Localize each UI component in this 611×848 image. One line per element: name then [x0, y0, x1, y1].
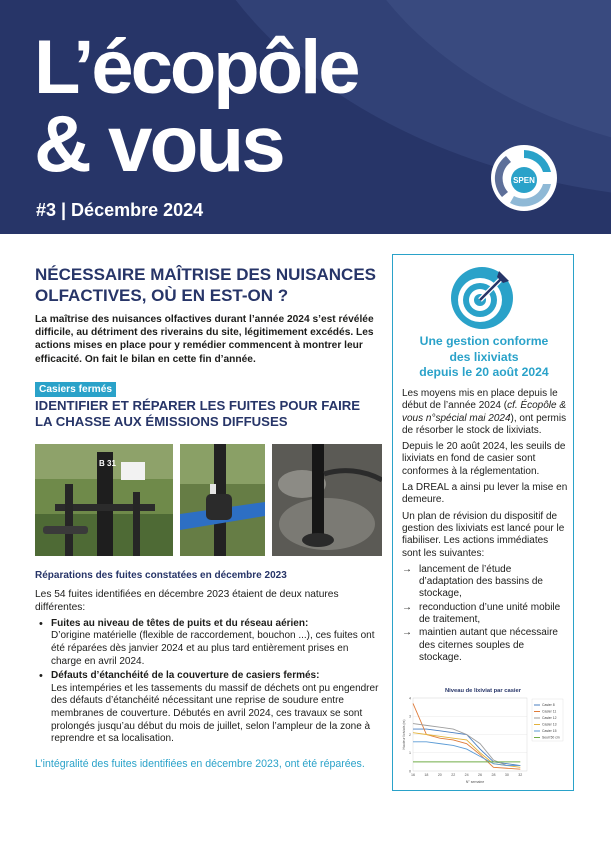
chart-x-tick: 24 [464, 773, 469, 777]
section-tag: Casiers fermés [35, 382, 116, 397]
article-lead: La maîtrise des nuisances olfactives durant l’année 2024 s’est révélée difficile, au détriment des riverains du site, légitimement excédés. Les actions mises en place pour y remédier commencent à montrer leur efficacité. On fait le bilan en cette fin d’année. [35, 314, 374, 365]
chart-legend-label: Casier 13 [542, 722, 557, 727]
list-item [51, 670, 380, 746]
chart-y-tick: 4 [409, 696, 411, 701]
section-title [35, 398, 380, 430]
sidebar-paragraph-1 [402, 388, 568, 437]
chart-x-tick: 30 [504, 773, 509, 777]
sidebar-body [402, 388, 568, 665]
sidebar-title-line2: des lixiviats [449, 349, 519, 364]
leachate-chart [401, 685, 565, 785]
masthead [0, 0, 611, 234]
section-title-line1: IDENTIFIER ET RÉPARER LES FUITES POUR FAIRE [35, 397, 361, 413]
repairs-title: Réparations des fuites constatées en décembre 2023 [35, 569, 287, 581]
chart-legend [532, 699, 563, 741]
list-item: → reconduction d’une unité mobile de traitement, [402, 602, 568, 627]
chart-legend-label: Casier 15 [542, 729, 557, 734]
repairs-list [35, 618, 380, 746]
list-item-title: • Fuites au niveau de têtes de puits et du réseau aérien: [51, 617, 309, 629]
sidebar-paragraph-3: La DREAL a ainsi pu lever la mise en demeure. [402, 482, 568, 506]
chart-x-tick: 20 [437, 773, 442, 777]
list-item-text: D’origine matérielle (flexible de raccordement, bouchon ...), ces fuites ont été réparées dès janvier 2024 et au plus tard entièrement prises en charge en avril 2024. [51, 630, 375, 667]
repairs-intro: Les 54 fuites identifiées en décembre 2023 étaient de deux natures différentes: [35, 588, 339, 613]
list-item-title: • Défauts d’étanchéité de la couverture de casiers fermés: [51, 670, 320, 682]
photo-pipe-repair [180, 444, 265, 556]
chart-grid [409, 696, 527, 777]
sidebar-p1-reference: cf. Écopôle & vous n°spécial mai 2024 [402, 400, 567, 424]
chart-y-label: Hauteur lixiviats (m) [402, 719, 406, 750]
chart-x-tick: 22 [451, 773, 456, 777]
chart-x-tick: 18 [424, 773, 429, 777]
chart-y-tick: 3 [409, 714, 411, 719]
chart-legend-label: Casier 12 [542, 716, 557, 721]
photo-cover-membrane [272, 444, 382, 556]
list-item [51, 618, 380, 668]
article-conclusion: L’intégralité des fuites identifiées en décembre 2023, ont été réparées. [35, 757, 365, 770]
sidebar-title-line1: Une gestion conforme [419, 334, 549, 348]
list-item-text: Les intempéries et les tassements du massif de déchets ont pu engendrer des défauts d’étanchéité nécessitant une reprise de soudure entre membranes de couverture. Débutés en avril 2024, ces travaux se sont prolongés jusqu’au début du mois de juillet, selon l’ampleur de la zone à reprendre et sa localisation. [51, 682, 379, 745]
masthead-title-line1: L’écopôle [34, 25, 358, 110]
chart-x-label: N° semaine [465, 780, 485, 784]
chart-x-tick: 16 [411, 773, 415, 777]
sidebar-title [393, 334, 575, 381]
photo-strip [35, 444, 380, 556]
action-list [402, 564, 568, 664]
article-title [35, 264, 380, 306]
chart-x-tick: 26 [478, 773, 483, 777]
target-icon [449, 265, 515, 331]
sidebar-p1-end: ), ont permis de résorber le stock de lixiviats. [402, 412, 567, 436]
sidebar-p1-start: Les moyens mis en place depuis le début de l’année 2024 ( [402, 388, 558, 412]
photo-wellhead [35, 444, 173, 556]
chart-y-tick: 1 [409, 751, 411, 756]
list-item: → lancement de l’étude d’adaptation des bassins de stockage, [402, 564, 568, 601]
photo-well-label: B 31 [99, 458, 116, 468]
logo-text: SPEN [513, 176, 535, 185]
sidebar-title-line3: depuis le 20 août 2024 [419, 365, 549, 379]
article-title-line1: NÉCESSAIRE MAÎTRISE DES NUISANCES [35, 265, 376, 284]
article-title-line2: OLFACTIVES, OÙ EN EST-ON ? [35, 286, 289, 305]
main-article [35, 264, 380, 771]
chart-x-tick: 28 [491, 773, 496, 777]
chart-legend-label: Casier 11 [542, 709, 557, 714]
section-title-line2: LA CHASSE AUX ÉMISSIONS DIFFUSES [35, 413, 288, 429]
sidebar-paragraph-4: Un plan de révision du dispositif de gestion des lixiviats est lancé pour le fiabiliser. Les actions immédiates sont les suivantes: [402, 510, 565, 559]
issue-number: #3 | Décembre 2024 [36, 200, 204, 220]
chart-x-tick: 32 [518, 773, 523, 777]
sidebar-paragraph-2: Depuis le 20 août 2024, les seuils de lixiviats en fond de casier sont conformes à la réglementation. [402, 441, 566, 477]
sidebar-box [392, 254, 574, 791]
chart-legend-label: Casier 8 [542, 703, 555, 708]
chart-y-tick: 2 [409, 732, 411, 737]
spen-logo [488, 142, 560, 214]
chart-legend-label: Seuil 50 cm [542, 735, 560, 740]
chart-y-tick: 0 [409, 769, 411, 774]
chart-title: Niveau de lixiviat par casier [444, 688, 522, 694]
masthead-title-line2: & vous [34, 99, 283, 188]
list-item: → maintien autant que nécessaire des citernes souples de stockage. [402, 627, 568, 664]
